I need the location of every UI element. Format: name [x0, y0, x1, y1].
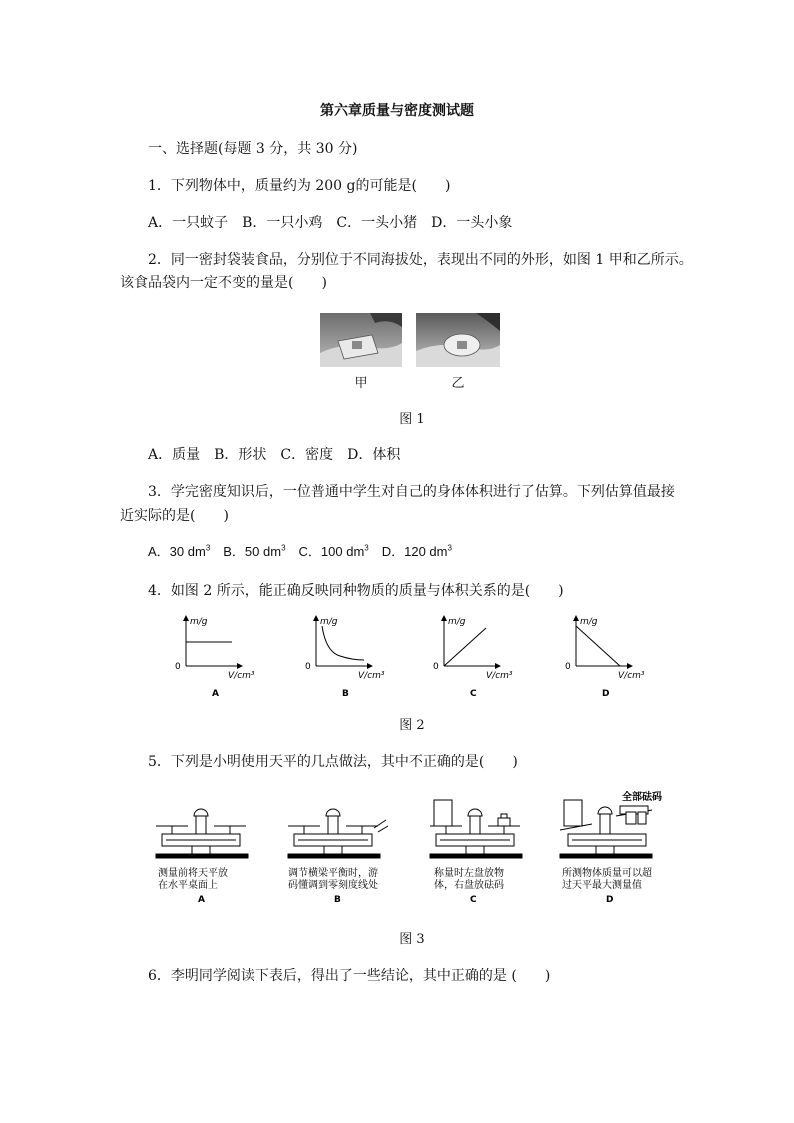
photo-food-bag-yi [416, 313, 500, 367]
graph-d [560, 612, 655, 702]
balance-panel-c [424, 790, 536, 908]
graph-c-label: C [470, 689, 477, 699]
graph-c-ylabel: m/g [448, 617, 466, 627]
graph-a-ylabel: m/g [190, 617, 208, 627]
q2-options: A．质量 B．形状 C．密度 D．体积 [148, 447, 401, 463]
q2-stem-line2: 该食品袋内一定不变的量是( ) [120, 275, 327, 291]
graph-b [300, 612, 395, 702]
graph-b-xlabel: V/cm³ [358, 671, 385, 681]
balance-a-text1: 测量前将天平放 [158, 868, 228, 879]
q1-stem: 1．下列物体中，质量约为 200 g的可能是( ) [148, 178, 451, 194]
q2-stem-line1: 2．同一密封袋装食品，分别位于不同海拔处，表现出不同的外形，如图 1 甲和乙所示。 [148, 252, 693, 268]
balance-panel-d [556, 790, 676, 908]
graph-d-curve [576, 626, 620, 666]
balance-a-label: A [198, 895, 205, 905]
q1-options: A．一只蚊子 B．一只小鸡 C．一头小猪 D．一头小象 [148, 215, 513, 231]
q6-stem: 6．李明同学阅读下表后，得出了一些结论，其中正确的是 ( ) [148, 968, 551, 984]
graph-c-curve [444, 628, 486, 666]
figure-1-caption: 图 1 [399, 412, 425, 427]
graph-b-ylabel: m/g [320, 617, 338, 627]
graph-a [170, 612, 265, 702]
figure-3-caption: 图 3 [399, 932, 425, 947]
balance-b-label: B [334, 895, 341, 905]
graph-a-xlabel: V/cm³ [228, 671, 255, 681]
q5-stem: 5．下列是小明使用天平的几点做法，其中不正确的是( ) [148, 754, 518, 770]
figure-2-caption: 图 2 [399, 718, 425, 733]
graph-c-origin: 0 [433, 662, 439, 672]
q3-stem-line2: 近实际的是( ) [120, 508, 229, 524]
graph-a-origin: 0 [175, 662, 181, 672]
balance-a-text2: 在水平桌面上 [158, 880, 218, 891]
photo-label-yi: 乙 [451, 376, 465, 391]
q3-options: A．30 $dm^3$ B．50 $dm^3$ C．100 $dm^3$ D．120 $dm^3$ [148, 543, 452, 559]
balance-panel-b [282, 790, 394, 908]
graph-d-xlabel: V/cm³ [618, 671, 645, 681]
balance-b-text1: 调节横梁平衡时，游 [288, 868, 378, 879]
graph-a-label: A [212, 689, 219, 699]
page-title: 第六章质量与密度测试题 [320, 103, 474, 119]
balance-c-text1: 称量时左盘放物 [434, 868, 504, 879]
photo-label-jia: 甲 [354, 376, 368, 391]
graph-b-label: B [342, 689, 349, 699]
balance-d-text1: 所测物体质量可以超 [562, 868, 652, 879]
balance-c-text2: 体，右盘放砝码 [434, 880, 504, 891]
graph-d-label: D [602, 689, 610, 699]
all-weights-label: 全部砝码 [622, 792, 662, 803]
graph-d-ylabel: m/g [580, 617, 598, 627]
graph-c-xlabel: V/cm³ [486, 671, 513, 681]
graph-c [428, 612, 523, 702]
q3-stem-line1: 3．学完密度知识后，一位普通中学生对自己的身体体积进行了估算。下列估算值最接 [148, 484, 675, 500]
balance-c-label: C [470, 895, 477, 905]
q3-option-c: C．100 dm [285, 544, 365, 559]
section-header: 一、选择题(每题 3 分，共 30 分) [148, 141, 358, 157]
balance-d-text2: 过天平最大测量值 [562, 880, 642, 891]
graph-b-origin: 0 [305, 662, 311, 672]
balance-d-label: D [606, 895, 614, 905]
q3-option-a: A．30 dm [148, 544, 206, 559]
balance-panel-a [150, 790, 260, 908]
graph-b-curve [322, 626, 364, 660]
balance-b-text2: 码懂调到零刻度线处 [288, 880, 378, 891]
photo-food-bag-jia [320, 313, 402, 367]
q3-option-d: D．120 dm [368, 544, 448, 559]
q3-option-b: B．50 dm [210, 544, 282, 559]
q4-stem: 4．如图 2 所示，能正确反映同种物质的质量与体积关系的是( ) [148, 583, 564, 599]
graph-d-origin: 0 [565, 662, 571, 672]
